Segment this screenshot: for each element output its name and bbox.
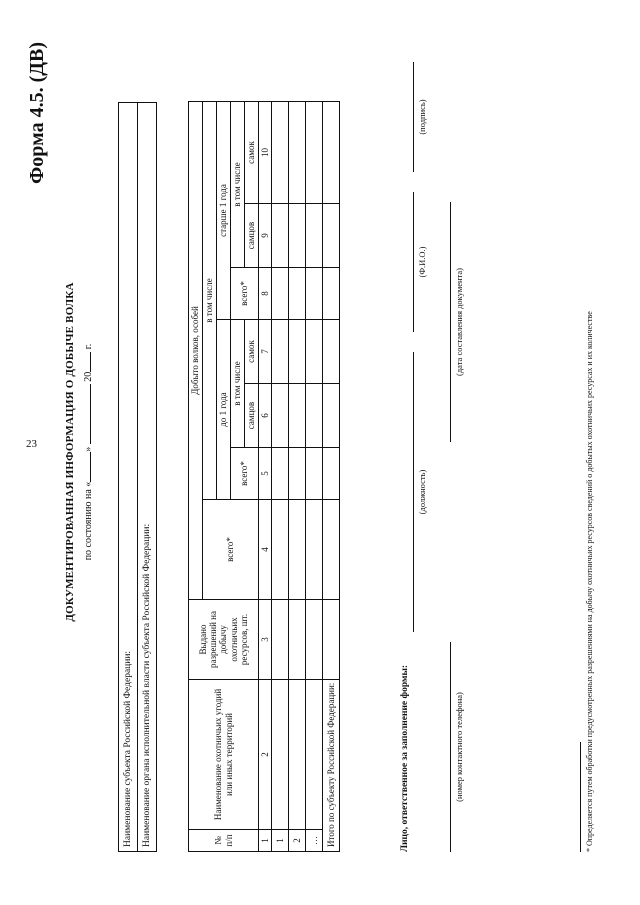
authority-name-field[interactable] — [138, 103, 157, 852]
wolf-harvest-table — [188, 101, 340, 852]
data-cell[interactable] — [289, 500, 306, 600]
position-caption: (должность) — [417, 469, 427, 515]
data-cell[interactable] — [272, 384, 289, 448]
data-cell[interactable] — [272, 320, 289, 384]
header-including: в том числе — [203, 101, 217, 499]
data-cell[interactable] — [289, 268, 306, 320]
col-num-cell: 5 — [259, 448, 272, 500]
document-title: ДОКУМЕНТИРОВАННАЯ ИНФОРМАЦИЯ О ДОБЫЧЕ ВОЛКА — [64, 282, 76, 622]
header-over-1: старше 1 года — [217, 101, 231, 319]
data-cell[interactable] — [306, 384, 323, 448]
col-num-cell: 2 — [259, 680, 272, 830]
data-cell[interactable] — [289, 448, 306, 500]
name-line[interactable] — [413, 192, 414, 332]
total-cell[interactable] — [323, 600, 340, 680]
data-cell[interactable] — [272, 448, 289, 500]
subject-info-table — [118, 102, 157, 852]
total-cell[interactable] — [323, 268, 340, 320]
total-cell[interactable] — [323, 204, 340, 268]
col-num-cell: 6 — [259, 384, 272, 448]
footnote: * Определяется путем обработки предусмотренных разрешениями на добычу охотничьих ресурсов сведений о добытых охотничьих ресурсах и их количестве — [585, 311, 594, 852]
date-caption: (дата составления документа) — [454, 268, 464, 376]
data-cell[interactable] — [272, 600, 289, 680]
total-cell[interactable] — [323, 448, 340, 500]
data-cell[interactable] — [306, 320, 323, 384]
signature-line[interactable] — [413, 62, 414, 172]
col-num-cell: 7 — [259, 320, 272, 384]
name-caption: (Ф.И.О.) — [417, 246, 427, 278]
footnote-divider — [580, 742, 581, 852]
subject-label: Наименование субъекта Российской Федерации: — [123, 650, 133, 847]
total-cell[interactable] — [323, 384, 340, 448]
row-number: … — [306, 830, 323, 852]
data-cell[interactable] — [306, 101, 323, 203]
header-killed: Добыто волков, особей — [189, 101, 203, 599]
as-of-suffix: г. — [83, 343, 94, 350]
header-under-1: до 1 года — [217, 320, 231, 500]
col-num-cell: 9 — [259, 204, 272, 268]
header-territory: Наименование охотничьих угодий или иных территорий — [189, 680, 259, 830]
data-cell[interactable] — [306, 600, 323, 680]
total-cell[interactable] — [323, 101, 340, 203]
rotated-form-sheet — [20, 22, 620, 882]
as-of-prefix: по состоянию на « — [83, 481, 94, 561]
col-num-cell: 4 — [259, 500, 272, 600]
date-line[interactable] — [450, 202, 451, 442]
data-cell[interactable] — [306, 680, 323, 830]
data-cell[interactable] — [289, 320, 306, 384]
header-under-1-female: самок — [245, 320, 259, 384]
header-under-1-total: всего* — [231, 448, 259, 500]
data-cell[interactable] — [289, 101, 306, 203]
data-cell[interactable] — [289, 384, 306, 448]
data-cell[interactable] — [272, 204, 289, 268]
header-permits: Выдано разрешений на добычу охотничьих ресурсов, шт. — [189, 600, 259, 680]
col-num-cell: 1 — [259, 830, 272, 852]
row-number: 2 — [289, 830, 306, 852]
column-number-row — [259, 101, 272, 851]
responsible-label: Лицо, ответственное за заполнение формы: — [400, 664, 410, 852]
total-cell[interactable] — [323, 500, 340, 600]
data-cell[interactable] — [272, 101, 289, 203]
header-over-1-total: всего* — [231, 268, 259, 320]
data-cell[interactable] — [289, 600, 306, 680]
month-blank — [80, 384, 91, 444]
col-num-cell: 3 — [259, 600, 272, 680]
day-blank — [80, 452, 91, 482]
header-num: № п/п — [189, 830, 259, 852]
data-cell[interactable] — [306, 268, 323, 320]
year-blank — [80, 352, 91, 372]
total-label: Итого по субъекту Российской Федерации: — [323, 680, 340, 852]
data-cell[interactable] — [306, 500, 323, 600]
data-cell[interactable] — [289, 204, 306, 268]
total-row — [323, 101, 340, 851]
header-over-1-male: самцов — [245, 204, 259, 268]
col-num-cell: 8 — [259, 268, 272, 320]
table-row — [272, 101, 289, 851]
as-of-date-line — [80, 22, 94, 882]
col-num-cell: 10 — [259, 101, 272, 203]
header-over-1-female: самок — [245, 101, 259, 203]
row-number: 1 — [272, 830, 289, 852]
phone-line[interactable] — [450, 642, 451, 852]
data-cell[interactable] — [272, 268, 289, 320]
data-cell[interactable] — [306, 204, 323, 268]
page-number: 23 — [26, 438, 37, 450]
header-over-1-including: в том числе — [231, 101, 245, 267]
header-under-1-including: в том числе — [231, 320, 245, 448]
header-total: всего* — [203, 500, 259, 600]
data-cell[interactable] — [272, 680, 289, 830]
position-line[interactable] — [413, 352, 414, 632]
form-code: Форма 4.5. (ДВ) — [26, 42, 48, 184]
signature-caption: (подпись) — [417, 99, 427, 135]
data-cell[interactable] — [306, 448, 323, 500]
authority-label: Наименование органа исполнительной власти субъекта Российской Федерации: — [142, 523, 152, 847]
subject-name-field[interactable] — [119, 103, 138, 852]
data-cell[interactable] — [272, 500, 289, 600]
table-row — [306, 101, 323, 851]
year-prefix: 20 — [83, 371, 94, 382]
header-under-1-male: самцов — [245, 384, 259, 448]
data-cell[interactable] — [289, 680, 306, 830]
phone-caption: (номер контактного телефона) — [454, 692, 464, 802]
total-cell[interactable] — [323, 320, 340, 384]
table-row — [289, 101, 306, 851]
as-of-mid: » — [83, 446, 94, 452]
